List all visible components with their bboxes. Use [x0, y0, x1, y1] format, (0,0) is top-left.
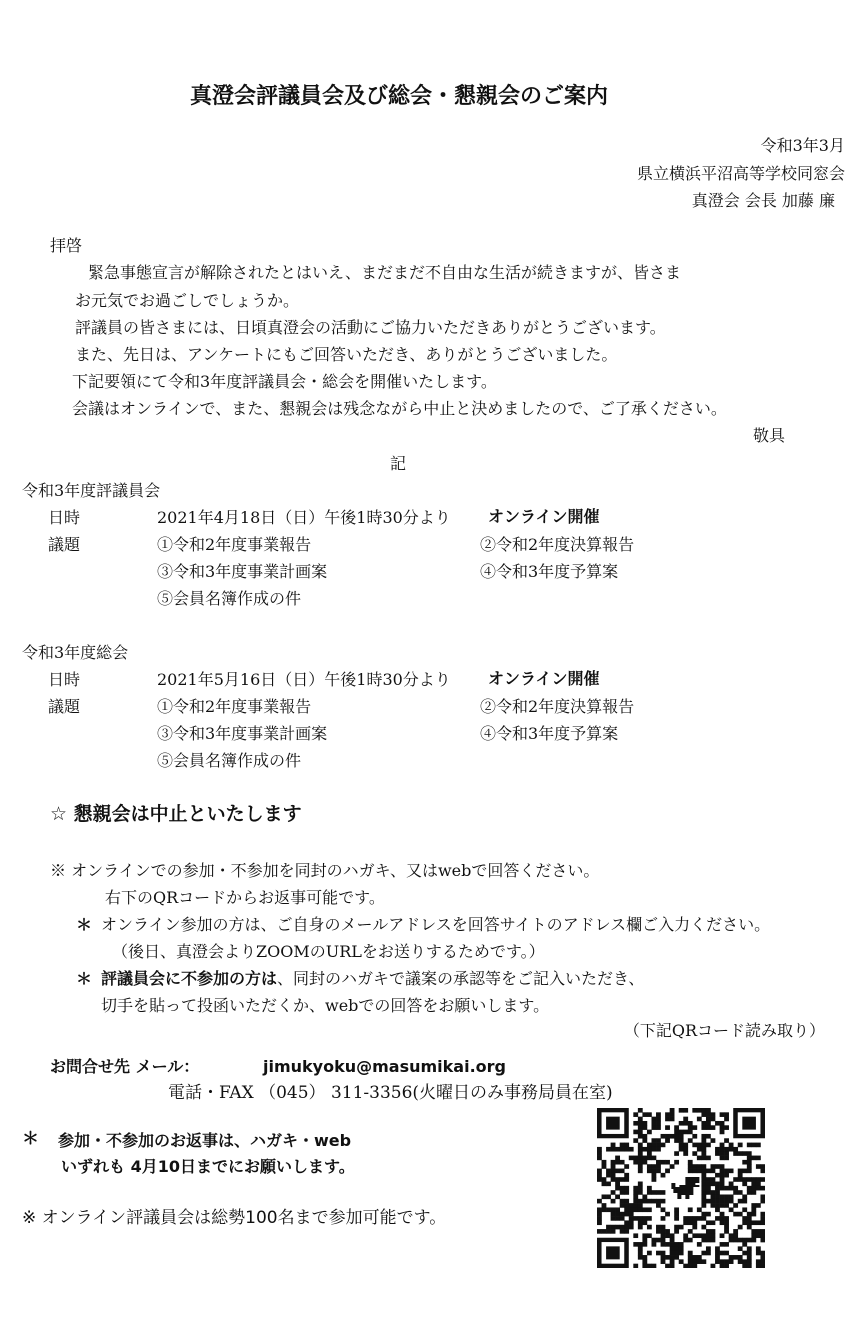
- note-asterisk: ＊: [76, 915, 93, 934]
- contact-label: お問合せ先 メール：: [50, 1057, 200, 1076]
- meeting2-agenda-label: 議題: [48, 697, 81, 716]
- qr-code[interactable]: [597, 1108, 765, 1268]
- capacity-note: ※ オンライン評議員会は総勢100名まで参加可能です。: [22, 1208, 447, 1228]
- agenda-item: ①令和2年度事業報告: [157, 697, 312, 716]
- greeting-line: 緊急事態宣言が解除されたとはいえ、まだまだ不自由な生活が続きますが、皆さま: [88, 263, 681, 282]
- agenda-item: ③令和3年度事業計画案: [157, 562, 328, 581]
- agenda-item: ⑤会員名簿作成の件: [157, 751, 302, 770]
- agenda-item: ④令和3年度予算案: [480, 724, 619, 743]
- note-online-reply: ※ オンラインでの参加・不参加を同封のハガキ、又はwebで回答ください。: [50, 861, 600, 880]
- note-postal-reply: 切手を貼って投函いただくか、webでの回答をお願いします。: [101, 996, 550, 1015]
- greeting-line: お元気でお過ごしでしょうか。: [75, 291, 300, 310]
- cancel-notice: ☆ 懇親会は中止といたします: [50, 803, 302, 825]
- qr-code-image: [597, 1108, 765, 1268]
- agenda-item: ①令和2年度事業報告: [157, 535, 312, 554]
- reply-line-1: 参加・不参加のお返事は、ハガキ・web: [58, 1131, 352, 1150]
- meeting2-date-value: 2021年5月16日（日）午後1時30分より: [157, 670, 451, 689]
- page-title: 真澄会評議員会及び総会・懇親会のご案内: [190, 84, 609, 109]
- signer-name: 真澄会 会長 加藤 廉: [691, 191, 835, 210]
- note-absent-request: [101, 969, 644, 988]
- meeting2-online-label: オンライン開催: [488, 669, 600, 688]
- meeting1-agenda-label: 議題: [48, 535, 81, 554]
- meeting2-heading: 令和3年度総会: [22, 643, 129, 662]
- meeting2-date-label: 日時: [48, 670, 81, 689]
- note-qr-reading: （下記QRコード読み取り）: [623, 1021, 825, 1040]
- contact-phone: 電話・FAX （045） 311-3356(火曜日のみ事務局員在室): [168, 1083, 613, 1103]
- greeting-closing: 敬具: [753, 426, 786, 445]
- note-email-request: オンライン参加の方は、ご自身のメールアドレスを回答サイトのアドレス欄ご入力ください。: [101, 915, 771, 934]
- meeting1-date-value: 2021年4月18日（日）午後1時30分より: [157, 508, 451, 527]
- greeting-line: 評議員の皆さまには、日頃真澄会の活動にご協力いただきありがとうございます。: [75, 318, 666, 337]
- organization-name: 県立横浜平沼高等学校同窓会: [636, 164, 845, 183]
- note-zoom-url: （後日、真澄会よりZOOMのURLをお送りするためです。）: [112, 942, 545, 961]
- agenda-item: ⑤会員名簿作成の件: [157, 589, 302, 608]
- meeting1-heading: 令和3年度評議員会: [22, 481, 161, 500]
- note-absent-bold: 評議員会に不参加の方は: [101, 969, 278, 988]
- greeting-line: 下記要領にて令和3年度評議員会・総会を開催いたします。: [72, 372, 497, 391]
- document-date: 令和3年3月: [760, 136, 845, 155]
- meeting1-date-label: 日時: [48, 508, 81, 527]
- note-absent-rest: 、同封のハガキで議案の承認等をご記入いただき、: [277, 969, 645, 988]
- greeting-line: 会議はオンラインで、また、懇親会は残念ながら中止と決めましたので、ご了承ください。: [72, 399, 727, 418]
- reply-asterisk: ＊: [22, 1129, 39, 1149]
- agenda-item: ②令和2年度決算報告: [480, 697, 635, 716]
- meeting1-online-label: オンライン開催: [488, 507, 600, 526]
- contact-email-link[interactable]: jimukyoku@masumikai.org: [263, 1057, 506, 1076]
- agenda-item: ④令和3年度予算案: [480, 562, 619, 581]
- note-asterisk: ＊: [76, 969, 93, 988]
- greeting-opening: 拝啓: [50, 236, 83, 255]
- reply-deadline: いずれも 4月10日までにお願いします。: [61, 1157, 355, 1176]
- greeting-line: また、先日は、アンケートにもご回答いただき、ありがとうございました。: [75, 345, 618, 364]
- ki-mark: 記: [390, 454, 407, 473]
- agenda-item: ③令和3年度事業計画案: [157, 724, 328, 743]
- agenda-item: ②令和2年度決算報告: [480, 535, 635, 554]
- note-qr-reply: 右下のQRコードからお返事可能です。: [105, 888, 385, 907]
